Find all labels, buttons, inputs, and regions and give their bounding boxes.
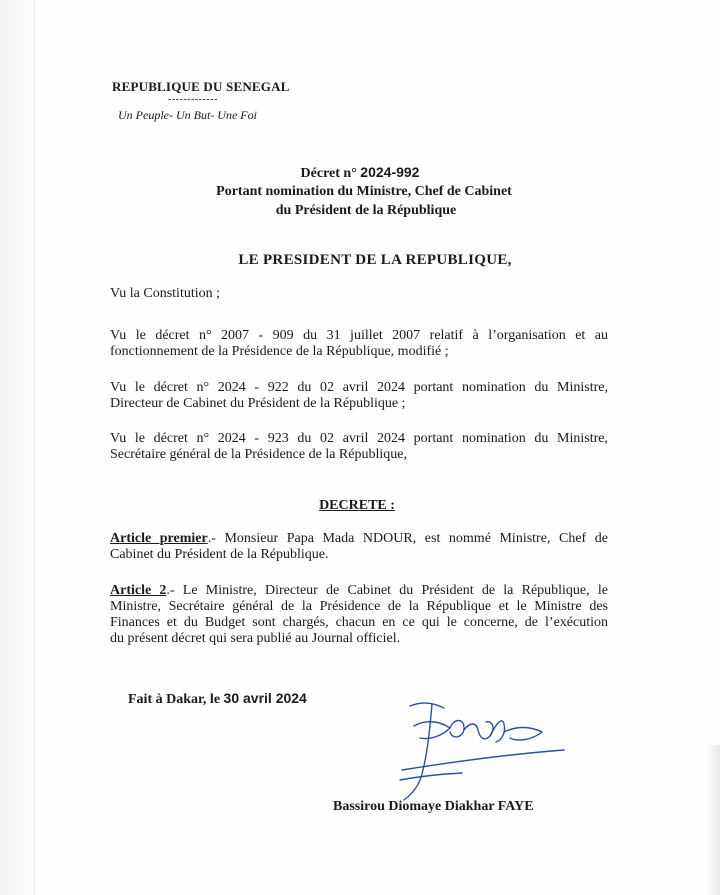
signer-name: Bassirou Diomaye Diakhar FAYE xyxy=(333,799,534,814)
decree-title xyxy=(0,164,720,182)
article-second xyxy=(110,583,608,647)
article-first-text-line-1: .- Monsieur Papa Mada NDOUR, est nommé Ministre, Chef de xyxy=(207,531,609,546)
national-motto: Un Peuple- Un But- Une Foi xyxy=(118,108,257,122)
decrete-heading: DECRETE : xyxy=(319,498,395,513)
consideration-line: Vu la Constitution ; xyxy=(110,286,220,301)
article-line xyxy=(110,531,608,547)
handwritten-signature xyxy=(392,696,574,816)
signing-place: Fait à Dakar, le xyxy=(128,692,221,707)
article-first-label: Article premier xyxy=(110,531,208,546)
article-second-text-line-2: Ministre, Secrétaire général de la Présidence de la République et le Ministre des xyxy=(110,599,608,614)
scan-corner-shadow xyxy=(706,745,720,895)
consideration-line: Vu le décret n° 2024 - 923 du 02 avril 2024 portant nomination du Ministre, xyxy=(110,431,608,446)
consideration-line: Vu le décret n° 2024 - 922 du 02 avril 2024 portant nomination du Ministre, xyxy=(110,380,608,395)
consideration-decree-2024-923 xyxy=(110,431,608,463)
decree-subtitle-line-1: Portant nomination du Ministre, Chef de Cabinet xyxy=(216,184,512,199)
consideration-line: fonctionnement de la Présidence de la République, modifié ; xyxy=(110,344,449,359)
decree-subtitle-line-2: du Président de la République xyxy=(275,203,457,218)
decree-number: 2024-992 xyxy=(360,164,420,180)
signing-date: 30 avril 2024 xyxy=(223,690,307,706)
header-separator: ------------- xyxy=(168,94,218,105)
consideration-constitution xyxy=(110,286,608,302)
country-name: REPUBLIQUE DU SENEGAL xyxy=(112,79,290,94)
article-first-text-line-2: Cabinet du Président de la République. xyxy=(110,547,329,562)
article-second-label: Article 2 xyxy=(110,583,167,598)
article-second-text-line-3: Finances et du Budget sont chargés, chacun en ce qui le concerne, de l’exécution xyxy=(110,615,608,630)
consideration-line: Secrétaire général de la Présidence de la République, xyxy=(110,447,407,462)
consideration-line: Vu le décret n° 2007 - 909 du 31 juillet 2007 relatif à l’organisation et au xyxy=(110,328,608,343)
consideration-line: Directeur de Cabinet du Président de la République ; xyxy=(110,396,406,411)
article-line xyxy=(110,583,608,599)
president-heading: LE PRESIDENT DE LA REPUBLIQUE, xyxy=(238,252,512,268)
consideration-decree-2024-922 xyxy=(110,380,608,412)
article-second-text-line-1: .- Le Ministre, Directeur de Cabinet du Président de la République, le xyxy=(166,583,608,598)
consideration-decree-2007-909 xyxy=(110,328,608,360)
scan-edge-line xyxy=(34,0,35,895)
article-second-text-line-4: du présent décret qui sera publié au Journal officiel. xyxy=(110,631,401,646)
article-first xyxy=(110,531,608,563)
signing-place-date xyxy=(128,690,307,708)
decree-label: Décret n° xyxy=(300,166,357,181)
scan-edge-shadow xyxy=(0,0,38,895)
